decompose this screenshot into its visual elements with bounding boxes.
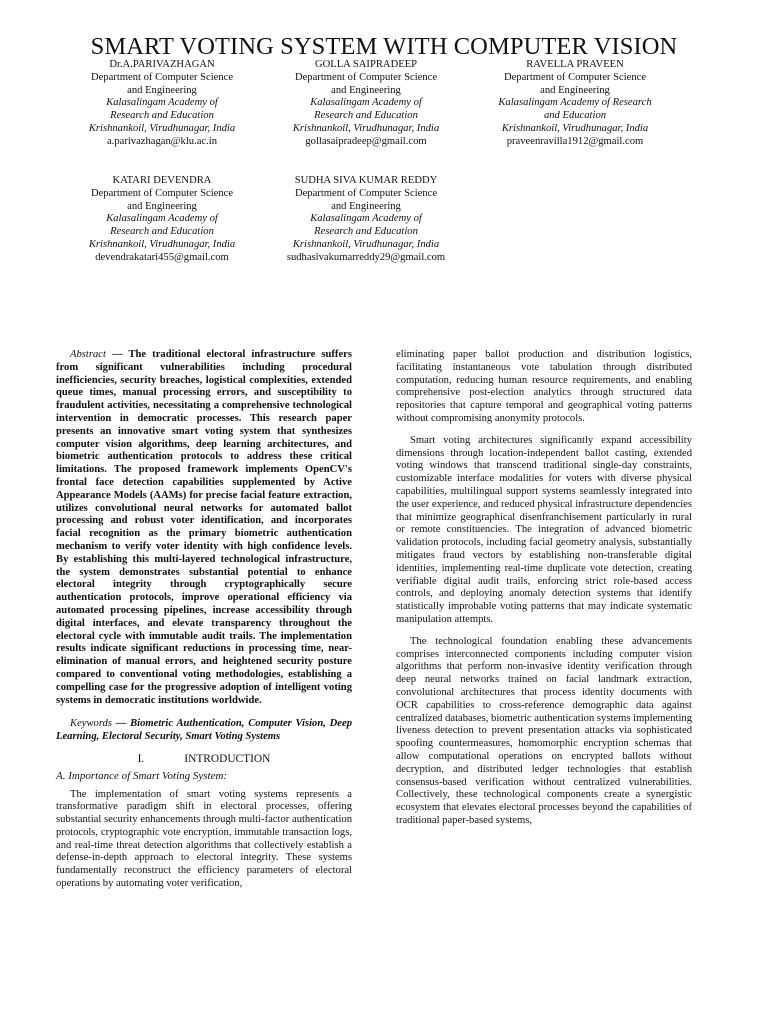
abstract	[56, 349, 352, 707]
author-email[interactable]: praveenravilla1912@gmail.com	[506, 135, 644, 147]
author-institution: Kalasalingam Academy of	[310, 213, 422, 225]
author-name: GOLLA SAIPRADEEP	[314, 59, 418, 70]
keywords-text: — Biometric Authentication, Computer Vision, Deep Learning, Electoral Security, Smart Voting Systems	[56, 718, 352, 743]
keywords	[56, 718, 352, 744]
author-dept: and Engineering	[331, 84, 401, 96]
author-email[interactable]: a.parivazhagan@klu.ac.in	[106, 135, 218, 147]
section-heading-introduction	[56, 753, 352, 766]
author-institution: Research and Education	[110, 226, 214, 238]
author-dept: and Engineering	[331, 200, 401, 212]
author-block-1	[47, 59, 277, 149]
author-block-4	[47, 175, 277, 265]
author-name: KATARI DEVENDRA	[112, 175, 212, 186]
author-dept: Department of Computer Science	[90, 187, 234, 199]
author-institution: Research and Education	[314, 226, 418, 238]
author-email[interactable]: sudhasivakumarreddy29@gmail.com	[286, 251, 446, 263]
author-location: Krishnankoil, Virudhunagar, India	[292, 122, 440, 134]
author-dept: and Engineering	[540, 84, 610, 96]
author-dept: Department of Computer Science	[503, 71, 647, 83]
left-column	[56, 349, 352, 891]
author-location: Krishnankoil, Virudhunagar, India	[501, 122, 649, 134]
paragraph-3: The technological foundation enabling these advancements comprises interconnected components including computer vision algorithms that perform non-invasive identity verification through deep neural networks trained on facial landmark extraction, convolutional architectures that process identity documents with OCR capabilities to cross-reference demographic data against centralized databases, biometric authentication systems implementing liveness detection to prevent presentation attacks via sophisticated spoofing countermeasures, homomorphic encryption schemas that allow computational operations on encrypted ballots without decryption, and distributed ledger technologies that establish consensus-based verification without centralized vulnerabilities. Collectively, these technological components create a synergistic ecosystem that elevates electoral processes beyond the capabilities of traditional paper-based systems,	[396, 635, 692, 826]
author-name: SUDHA SIVA KUMAR REDDY	[294, 175, 438, 186]
author-name: RAVELLA PRAVEEN	[526, 59, 624, 70]
paper-title: SMART VOTING SYSTEM WITH COMPUTER VISION	[90, 33, 678, 60]
paragraph-1: The implementation of smart voting systems represents a transformative paradigm shift in electoral processes, offering substantial security enhancements through multi-factor authentication protocols, cryptographic vote encryption, immutable transaction logs, and real-time threat detection algorithms that collectively establish a defense-in-depth approach to electoral integrity. These systems fundamentally reconstruct the efficiency parameters of electoral operations by automating voter verification,	[56, 788, 352, 890]
paragraph-2: Smart voting architectures significantly expand accessibility dimensions through location-independent ballot casting, extended voting windows that transcend traditional single-day constraints, customizable interface modalities for voters with diverse physical capabilities, multilingual support systems seamlessly integrated into the user experience, and reduced physical infrastructure dependencies that minimize geographical disenfranchisement particularly in rural or remote constituencies. The integration of advanced biometric validation protocols, including facial geometry analysis, substantially mitigates fraud vectors by establishing non-transferable digital identities, implementing real-time duplicate vote detection, creating verifiable digital audit trails, enforcing strict role-based access controls, and deploying anomaly detection systems that identify statistically improbable voting patterns that may indicate systematic manipulation attempts.	[396, 434, 692, 625]
author-institution: Kalasalingam Academy of	[310, 97, 422, 109]
author-institution: and Education	[543, 110, 607, 122]
paragraph-1-continued: eliminating paper ballot production and distribution logistics, facilitating instantaneous vote tabulation through distributed computation, reducing human resource requirements, and enabling comprehensive post-election analytics through structured data repositories that capture temporal and geographical voting patterns without compromising anonymity protocols.	[396, 349, 692, 424]
author-block-5	[251, 175, 481, 265]
author-institution: Kalasalingam Academy of	[106, 213, 218, 225]
author-institution: Kalasalingam Academy of Research	[498, 97, 652, 109]
author-dept: Department of Computer Science	[294, 187, 438, 199]
abstract-text: — The traditional electoral infrastructure suffers from significant vulnerabilities including procedural inefficiencies, security breaches, logistical complexities, extended queue times, manual processing errors, and susceptibility to fraudulent activities, necessitating a comprehensive technological intervention in democratic processes. This research paper presents an innovative smart voting system that synthesizes computer vision algorithms, deep learning architectures, and biometric authentication protocols to address these critical limitations. The proposed framework implements OpenCV's frontal face detection capabilities supplemented by Active Appearance Models (AAMs) for precise facial feature extraction, utilizes convolutional neural networks for automated ballot processing and robust voter identification, and incorporates facial recognition as the primary biometric authentication mechanism to verify voter identity with high confidence levels. By establishing this multi-layered technological infrastructure, the system demonstrates substantial potential to enhance electoral integrity through cryptographically secure authentication protocols, improve operational efficiency via automated processing pipelines, increase accessibility through digital interfaces, and elevate transparency throughout the electoral cycle with immutable audit trails. The implementation results indicate significant reductions in processing time, near-elimination of manual errors, and heightened security posture compared to conventional voting methodologies, establishing a compelling case for the progressive adoption of intelligent voting systems in democratic institutions worldwide.	[56, 349, 352, 706]
section-title: INTRODUCTION	[184, 752, 271, 765]
author-location: Krishnankoil, Virudhunagar, India	[88, 238, 236, 250]
author-email[interactable]: gollasaipradeep@gmail.com	[305, 135, 427, 147]
author-block-2	[251, 59, 481, 149]
keywords-label: Keywords	[70, 718, 112, 730]
author-block-3	[460, 59, 690, 149]
author-institution: Research and Education	[110, 110, 214, 122]
author-email[interactable]: devendrakatari455@gmail.com	[95, 251, 229, 263]
subsection-heading: A. Importance of Smart Voting System:	[56, 769, 228, 782]
author-institution: Research and Education	[314, 110, 418, 122]
right-column	[396, 349, 692, 828]
author-dept: and Engineering	[127, 84, 197, 96]
author-institution: Kalasalingam Academy of	[106, 97, 218, 109]
author-location: Krishnankoil, Virudhunagar, India	[88, 122, 236, 134]
author-location: Krishnankoil, Virudhunagar, India	[292, 238, 440, 250]
abstract-label: Abstract	[70, 349, 106, 360]
author-dept: Department of Computer Science	[294, 71, 438, 83]
section-number: I.	[137, 752, 145, 765]
author-dept: and Engineering	[127, 200, 197, 212]
author-dept: Department of Computer Science	[90, 71, 234, 83]
author-name: Dr.A.PARIVAZHAGAN	[109, 59, 215, 70]
